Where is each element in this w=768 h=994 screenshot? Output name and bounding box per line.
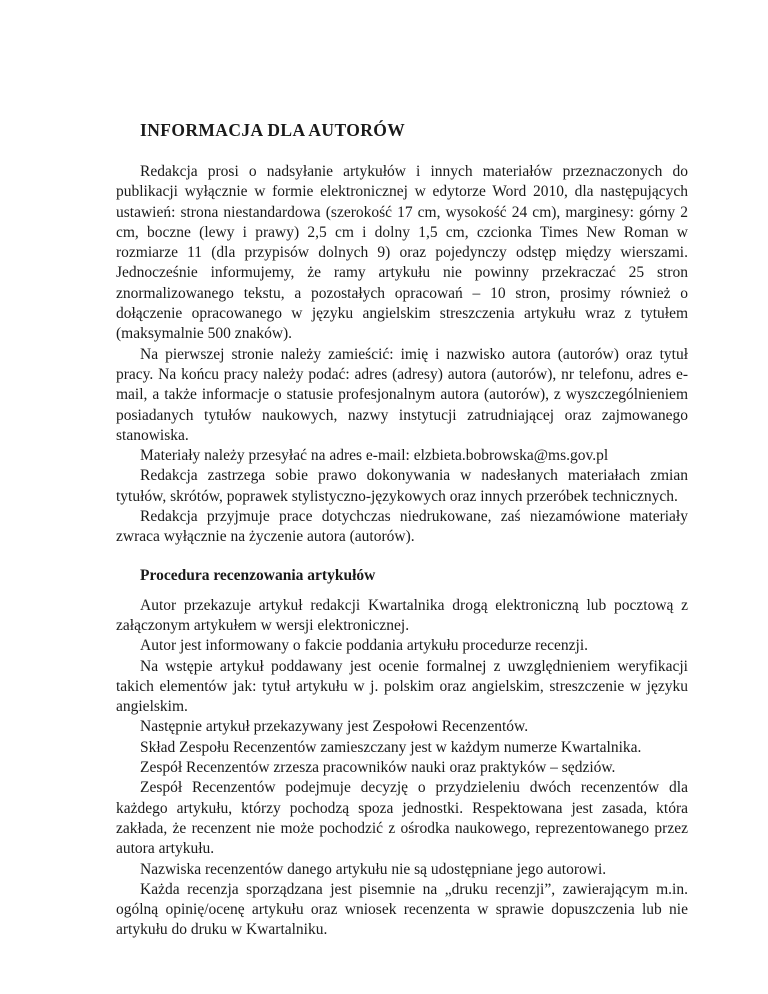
paragraph-author-informed: Autor jest informowany o fakcie poddania artykułu procedurze recenzji. xyxy=(140,637,589,655)
paragraph-review-form: Każda recenzja sporządzana jest pisemnie na „druku recenzji”, zawierającym m.in. ogólną opinię/ocenę artykułu oraz wniosek recenzenta w sprawie dopuszczenia lub nie artykułu do druku w Kwartalniku. xyxy=(116,880,688,939)
paragraph-team-composition: Skład Zespołu Recenzentów zamieszczany jest w każdym numerze Kwartalnika. xyxy=(140,738,642,756)
paragraph-reviewer-assignment: Zespół Recenzentów podejmuje decyzję o przydzieleniu dwóch recenzentów dla każdego artykułu, którzy pochodzą spoza jednostki. Respektowana jest zasada, która zakłada, że recenzent nie może pochodzić z ośrodka naukowego, reprezentowanego przez autora artykułu. xyxy=(116,779,688,858)
paragraph-first-page-requirements: Na pierwszej stronie należy zamieścić: imię i nazwisko autora (autorów) oraz tytuł pracy. Na końcu pracy należy podać: adres (adresy) autora (autorów), nr telefonu, adres e-mail, a także informacje o statusie profesjonalnym autora (autorów), z wyszczególnieniem posiadanych tytułów naukowych, nazwy instytucji zatrudniającej oraz zajmowanego stanowiska. xyxy=(116,345,688,444)
paragraph-team-members: Zespół Recenzentów zrzesza pracowników nauki oraz praktyków – sędziów. xyxy=(140,759,616,777)
paragraph-anonymity: Nazwiska recenzentów danego artykułu nie są udostępniane jego autorowi. xyxy=(140,860,607,878)
review-procedure-section xyxy=(116,596,688,941)
page-title: INFORMACJA DLA AUTORÓW xyxy=(140,120,406,140)
paragraph-unpublished-works: Redakcja przyjmuje prace dotychczas niedrukowane, zaś niezamówione materiały zwraca wyłącznie na życzenie autora (autorów). xyxy=(116,508,688,546)
document-page xyxy=(116,118,688,941)
paragraph-forwarded: Następnie artykuł przekazywany jest Zespołowi Recenzentów. xyxy=(140,718,529,736)
paragraph-editorial-rights: Redakcja zastrzega sobie prawo dokonywania w nadesłanych materiałach zmian tytułów, skrótów, poprawek stylistyczno-językowych oraz innych przeróbek technicznych. xyxy=(116,467,688,505)
paragraph-formal-review: Na wstępie artykuł poddawany jest ocenie formalnej z uwzględnieniem weryfikacji takich elementów jak: tytuł artykułu w j. polskim oraz angielskim, streszczenie w języku angielskim. xyxy=(116,657,688,716)
section-heading-review-procedure: Procedura recenzowania artykułów xyxy=(140,566,376,584)
submission-info-section xyxy=(116,162,688,548)
paragraph-formatting-requirements: Redakcja prosi o nadsyłanie artykułów i innych materiałów przeznaczonych do publikacji wyłącznie w formie elektronicznej w edytorze Word 2010, dla następujących ustawień: strona niestandardowa (szerokość 17 cm, wysokość 24 cm), marginesy: górny 2 cm, boczne (lewy i prawy) 2,5 cm i dolny 1,5 cm, czcionka Times New Roman w rozmiarze 11 (dla przypisów dolnych 9) oraz pojedynczy odstęp między wierszami. Jednocześnie informujemy, że ramy artykułu nie powinny przekraczać 25 stron znormalizowanego tekstu, a pozostałych opracowań – 10 stron, prosimy również o dołączenie opracowanego w języku angielskim streszczenia artykułu wraz z tytułem (maksymalnie 500 znaków). xyxy=(116,163,688,343)
paragraph-submission: Autor przekazuje artykuł redakcji Kwartalnika drogą elektroniczną lub pocztową z załączonym artykułem w wersji elektronicznej. xyxy=(116,596,688,634)
paragraph-email-address: Materiały należy przesyłać na adres e-mail: elzbieta.bobrowska@ms.gov.pl xyxy=(140,447,609,465)
